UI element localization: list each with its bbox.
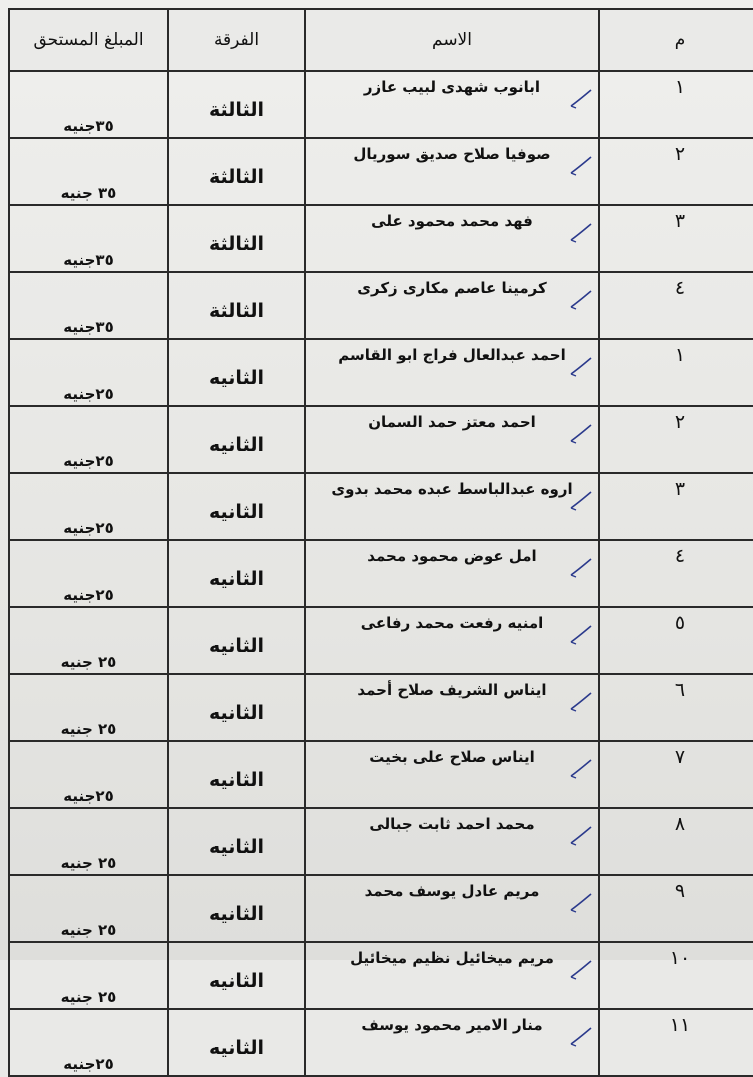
student-name-cell [305, 540, 599, 607]
table-row [9, 71, 753, 138]
student-name: احمد عبدالعال فراج ابو القاسم [338, 346, 566, 364]
class-level: الثالثة [168, 205, 305, 272]
table-row [9, 1009, 753, 1076]
amount-due: ٢٥جنيه [9, 540, 168, 607]
row-number: ١١ [599, 1009, 753, 1076]
signature-tick-icon [568, 555, 594, 581]
amount-due: ٢٥جنيه [9, 339, 168, 406]
table-row [9, 942, 753, 1009]
student-name-cell [305, 71, 599, 138]
amount-due: ٢٥جنيه [9, 473, 168, 540]
row-number: ١ [599, 71, 753, 138]
signature-tick-icon [568, 421, 594, 447]
table-row [9, 272, 753, 339]
header-row [9, 9, 753, 71]
table-row [9, 138, 753, 205]
row-number: ٦ [599, 674, 753, 741]
signature-tick-icon [568, 1024, 594, 1050]
amount-due: ٢٥جنيه [9, 741, 168, 808]
table-row [9, 205, 753, 272]
signature-tick-icon [568, 287, 594, 313]
class-level: الثانيه [168, 540, 305, 607]
class-level: الثالثة [168, 71, 305, 138]
class-level: الثانيه [168, 339, 305, 406]
amount-due: ٢٥ جنيه [9, 607, 168, 674]
class-level: الثانيه [168, 406, 305, 473]
student-name-cell [305, 875, 599, 942]
signature-tick-icon [568, 890, 594, 916]
student-name-cell [305, 138, 599, 205]
header-number: م [599, 9, 753, 71]
student-name: اروه عبدالباسط عبده محمد بدوى [331, 480, 573, 498]
amount-due: ٣٥جنيه [9, 205, 168, 272]
amount-due: ٢٥جنيه [9, 1009, 168, 1076]
student-name-cell [305, 607, 599, 674]
student-name-cell [305, 205, 599, 272]
signature-tick-icon [568, 354, 594, 380]
header-class: الفرقة [168, 9, 305, 71]
student-name: مريم عادل يوسف محمد [364, 882, 540, 900]
amount-due: ٢٥جنيه [9, 406, 168, 473]
signature-tick-icon [568, 153, 594, 179]
student-name: ابانوب شهدى لبيب عازر [363, 78, 541, 96]
payment-table [8, 8, 753, 1077]
student-name: فهد محمد محمود على [371, 212, 533, 230]
signature-tick-icon [568, 689, 594, 715]
table-row [9, 741, 753, 808]
amount-due: ٣٥جنيه [9, 272, 168, 339]
student-name: منار الامير محمود يوسف [361, 1016, 543, 1034]
class-level: الثانيه [168, 607, 305, 674]
table-row [9, 473, 753, 540]
header-name: الاسم [305, 9, 599, 71]
class-level: الثانيه [168, 875, 305, 942]
class-level: الثانيه [168, 808, 305, 875]
table-row [9, 808, 753, 875]
signature-tick-icon [568, 86, 594, 112]
student-name-cell [305, 272, 599, 339]
student-name: صوفيا صلاح صديق سوريال [353, 145, 551, 163]
signature-tick-icon [568, 756, 594, 782]
student-name: احمد معتز حمد السمان [368, 413, 536, 431]
table-row [9, 875, 753, 942]
amount-due: ٣٥ جنيه [9, 138, 168, 205]
header-amount: المبلغ المستحق [9, 9, 168, 71]
student-name-cell [305, 406, 599, 473]
student-name: ايناس صلاح على بخيت [369, 748, 535, 766]
row-number: ٤ [599, 272, 753, 339]
row-number: ٥ [599, 607, 753, 674]
class-level: الثانيه [168, 741, 305, 808]
row-number: ٩ [599, 875, 753, 942]
class-level: الثالثة [168, 138, 305, 205]
class-level: الثانيه [168, 674, 305, 741]
row-number: ٧ [599, 741, 753, 808]
student-name: ايناس الشريف صلاح أحمد [357, 681, 547, 699]
signature-tick-icon [568, 957, 594, 983]
row-number: ١ [599, 339, 753, 406]
row-number: ٣ [599, 205, 753, 272]
signature-tick-icon [568, 488, 594, 514]
row-number: ٣ [599, 473, 753, 540]
student-name-cell [305, 1009, 599, 1076]
student-name: مريم ميخائيل نظيم ميخائيل [350, 949, 554, 967]
table-row [9, 540, 753, 607]
student-name: امل عوض محمود محمد [367, 547, 537, 565]
class-level: الثالثة [168, 272, 305, 339]
amount-due: ٢٥ جنيه [9, 942, 168, 1009]
student-name-cell [305, 808, 599, 875]
row-number: ٨ [599, 808, 753, 875]
row-number: ١٠ [599, 942, 753, 1009]
student-name: كرمينا عاصم مكارى زكرى [357, 279, 547, 297]
student-name: امنيه رفعت محمد رفاعى [360, 614, 544, 632]
signature-tick-icon [568, 220, 594, 246]
table-body [9, 71, 753, 1076]
table-row [9, 339, 753, 406]
row-number: ٢ [599, 138, 753, 205]
table-row [9, 406, 753, 473]
class-level: الثانيه [168, 1009, 305, 1076]
class-level: الثانيه [168, 473, 305, 540]
amount-due: ٢٥ جنيه [9, 674, 168, 741]
student-name-cell [305, 741, 599, 808]
signature-tick-icon [568, 823, 594, 849]
amount-due: ٣٥جنيه [9, 71, 168, 138]
amount-due: ٢٥ جنيه [9, 875, 168, 942]
signature-tick-icon [568, 622, 594, 648]
row-number: ٢ [599, 406, 753, 473]
amount-due: ٢٥ جنيه [9, 808, 168, 875]
student-name: محمد احمد ثابت جبالى [369, 815, 535, 833]
student-name-cell [305, 339, 599, 406]
table-row [9, 674, 753, 741]
student-name-cell [305, 674, 599, 741]
row-number: ٤ [599, 540, 753, 607]
student-name-cell [305, 473, 599, 540]
student-name-cell [305, 942, 599, 1009]
table-row [9, 607, 753, 674]
class-level: الثانيه [168, 942, 305, 1009]
